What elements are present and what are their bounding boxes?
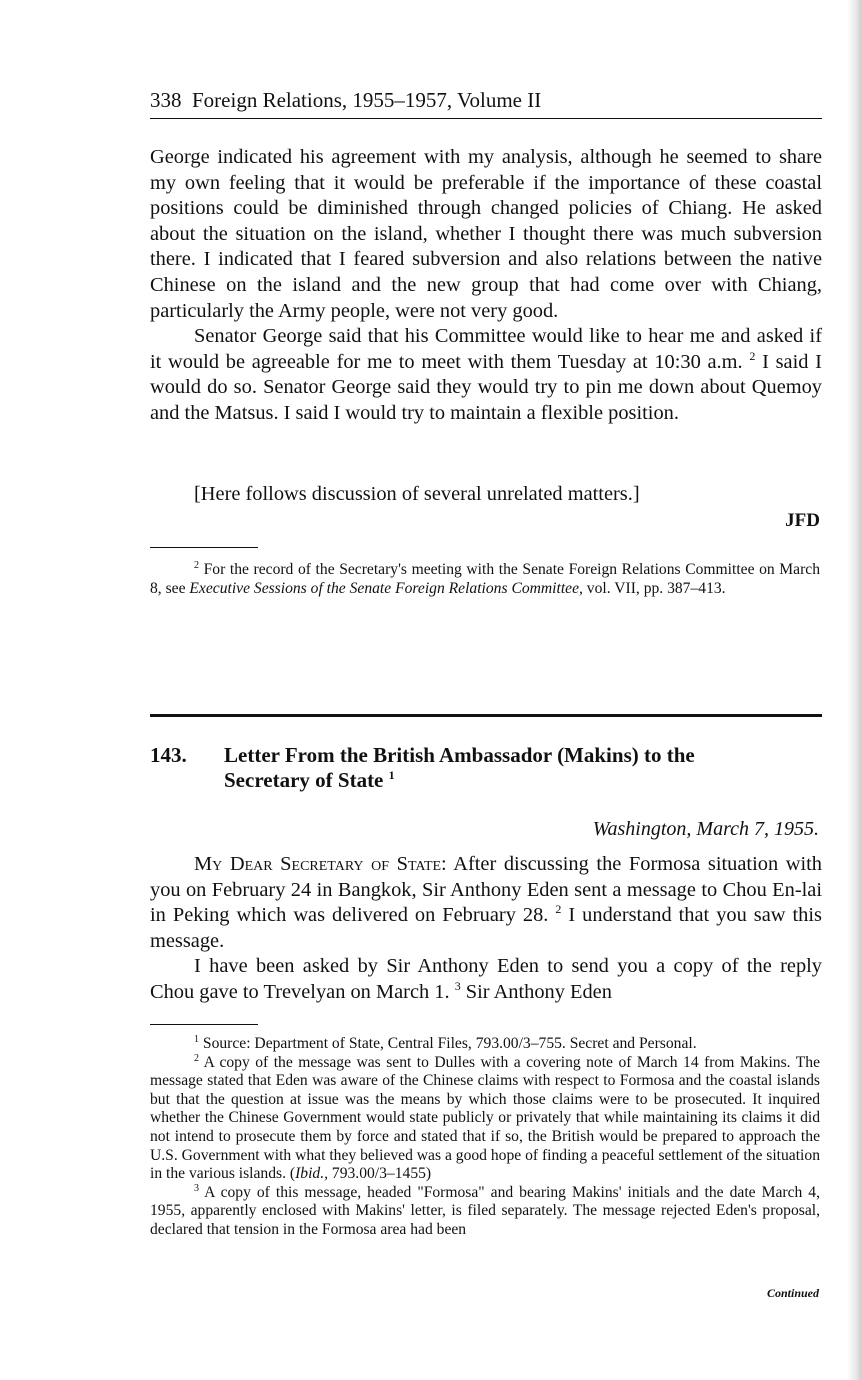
footnotes-top <box>150 561 820 598</box>
paragraph: George indicated his agreement with my analysis, although he seemed to share my own feeling that it would be preferable if the importance of these coastal positions could be diminished through changed policies of Chiang. He asked about the situation on the island, whether I thought there was much subversion there. I indicated that I feared subversion and also relations between the native Chinese on the island and the new group that had come over with Chiang, particularly the Army people, were not very good. <box>150 146 822 322</box>
footnote-ref: 2 <box>749 348 756 363</box>
dateline: Washington, March 7, 1955. <box>592 818 819 840</box>
footnote: $^2$ For the record of the Secretary's meeting with the Senate Foreign Relations Committee on March 8, see Executive Sessions of the Senate Foreign Relations Committee, vol. VII, pp. 387–413. <box>150 559 820 597</box>
footnote-ref: 1 <box>388 768 395 782</box>
footnote: $^1$ Source: Department of State, Central Files, 793.00/3–755. Secret and Personal. <box>194 1033 697 1052</box>
editorial-note: [Here follows discussion of several unrelated matters.] <box>194 483 640 505</box>
footnote-ref: 3 <box>454 979 461 994</box>
previous-document-text <box>150 145 822 427</box>
section-rule <box>150 714 822 717</box>
footnote-rule <box>150 547 258 548</box>
document-title: Letter From the British Ambassador (Makins) to the Secretary of State $^1$ <box>224 743 695 792</box>
footnote-ref: 2 <box>555 902 562 917</box>
page-edge-shadow <box>847 0 861 1380</box>
letter-body <box>150 852 822 1006</box>
paragraph: Senator George said that his Committee would like to hear me and asked if it would be agreeable for me to meet with them Tuesday at 10:30 a.m. $^2$ I said I would do so. Senator George said they would try to pin me down about Quemoy and the Matsus. I said I would try to maintain a flexible position. <box>150 325 822 424</box>
running-title: Foreign Relations, 1955–1957, Volume II <box>192 88 542 112</box>
paragraph: I have been asked by Sir Anthony Eden to send you a copy of the reply Chou gave to Trevelyan on March 1. $^3$ Sir Anthony Eden <box>150 955 822 1003</box>
continued-marker: Continued <box>766 1286 819 1300</box>
document-number: 143. <box>150 743 187 767</box>
running-header <box>150 88 822 113</box>
header-rule <box>150 118 822 119</box>
footnote: $^2$ A copy of the message was sent to Dulles with a covering note of March 14 from Makins. The message stated that Eden was aware of the Chinese claims with respect to Formosa and the coastal islands but that the question at issue was the means by which those claims were to be prosecuted. It inquired whether the Chinese Government would state publicly or privately that while maintaining its claims it did not intend to prosecute them by force and stated that if so, the British would be prepared to approach the U.S. Government with what they believed was a good hope of finding a peaceful settlement of the situation in the various islands. (Ibid., 793.00/3–1455) <box>150 1052 820 1183</box>
salutation: My Dear Secretary of State: <box>194 853 447 875</box>
page-number: 338 <box>150 88 182 112</box>
footnote: $^3$ A copy of this message, headed "Formosa" and bearing Makins' initials and the date March 4, 1955, apparently enclosed with Makins' letter, is filed separately. The message rejected Eden's proposal, declared that tension in the Formosa area had been <box>150 1182 820 1238</box>
footnotes-bottom <box>150 1035 820 1240</box>
footnote-rule <box>150 1024 258 1025</box>
signature-initials: JFD <box>785 510 820 531</box>
paragraph: My Dear Secretary of State: After discussing the Formosa situation with you on February 24 in Bangkok, Sir Anthony Eden sent a message to Chou En-lai in Peking which was delivered on February 28. $^2$ I understand that you saw this message. <box>150 853 822 952</box>
